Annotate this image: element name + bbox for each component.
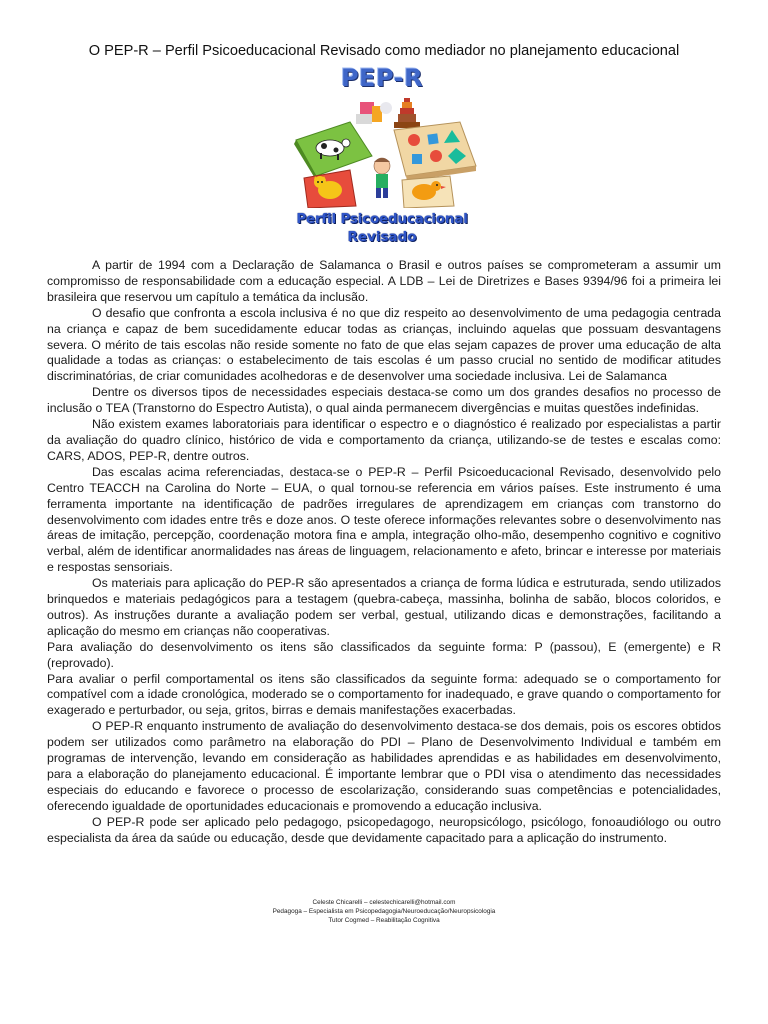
logo-heading: PEP-R [340,64,424,92]
body-paragraph: Os materiais para aplicação do PEP-R são apresentados a criança de forma lúdica e estruturada, sendo utilizados brinquedos e materiais pedagógicos para a testagem (quebra-cabeça, massinha, bolinha de sabão, blocos coloridos, e outros). As instruções durante a avaliação podem ser verbal, gestual, utilizando dicas e demonstrações, facilitando a aplicação do mesmo em crianças não cooperativas. [47,576,721,638]
body-paragraph: O PEP-R pode ser aplicado pelo pedagogo, psicopedagogo, neuropsicólogo, psicólogo, fonoaudiólogo ou outro especialista da área da saúde ou educação, desde que devidamente capacitado para a aplicação do instrumento. [47,814,721,845]
body-paragraph: O desafio que confronta a escola inclusiva é no que diz respeito ao desenvolvimento de uma pedagogia centrada na criança e capaz de bem sucedidamente educar todas as crianças, incluindo aquelas que possuam desvantagens severa. O mérito de tais escolas não reside somente no fato de que elas sejam capazes de prover uma educação de alta qualidade a todas as crianças: o estabelecimento de tais escolas é um passo crucial no sentido de modificar atitudes discriminatórias, de criar comunidades acolhedoras e de desenvolver uma sociedade inclusiva. Lei de Salamanca [47,305,721,384]
logo-caption-line1: Perfil Psicoeducacional [296,211,468,227]
animal-puzzle-board-icon [294,122,372,180]
logo-caption-line2: Revisado [347,229,417,245]
body-paragraph: A partir de 1994 com a Declaração de Salamanca o Brasil e outros países se comprometeram a assumir um compromisso de responsabilidade com a educação especial. A LDB – Lei de Diretrizes e Bases 9394/96 foi a primeira lei brasileira que reservou um capítulo a temática da inclusão. [47,258,721,304]
document-title: O PEP-R – Perfil Psicoeducacional Revisado como mediador no planejamento educacional [88,43,680,59]
body-paragraph: Para avaliação do desenvolvimento os itens são classificados da seguinte forma: P (passou), E (emergente) e R (reprovado). [47,639,721,670]
body-paragraph: Não existem exames laboratoriais para identificar o espectro e o diagnóstico é realizado por especialistas a partir da avaliação do quadro clínico, histórico de vida e comportamento da criança, utilizando-se de testes e escalas como: CARS, ADOS, PEP-R, dentre outros. [47,417,721,463]
body-paragraph: O PEP-R enquanto instrumento de avaliação do desenvolvimento destaca-se dos demais, pois os escores obtidos podem ser utilizados como parâmetro na elaboração do PDI – Plano de Desenvolvimento Individual e também em programas de intervenção, levando em consideração as habilidades aprendidas e as habilidades em desenvolvimento, para a elaboração do planejamento educacional. É importante lembrar que o PDI visa o atendimento das necessidades especiais do educando e favorece o processo de escolarização, considerando suas competências e potencialidades, oferecendo igualdade de oportunidades educacionais e promovendo a educação inclusiva. [47,719,721,813]
body-paragraph: Das escalas acima referenciadas, destaca-se o PEP-R – Perfil Psicoeducacional Revisado, desenvolvido pelo Centro TEACCH na Carolina do Norte – EUA, o qual tornou-se referencia em vários países. Este instrumento é uma ferramenta importante na identificação de padrões irregulares de aprendizagem em crianças com transtorno do desenvolvimento com idades entre três e doze anos. O teste oferece informações relevantes sobre o desenvolvimento nas áreas de imitação, percepção, coordenação motora fina e ampla, integração olho-mão, desempenho cognitivo e cognitivo verbal, além de identificar anormalidades nas áreas de linguagem, relacionamento e afeto, brincar e interesse por materiais e respostas sensoriais. [47,464,721,575]
shapes-puzzle-board-icon [394,122,476,181]
cat-puzzle-board-icon [304,170,356,208]
body-paragraph: Para avaliar o perfil comportamental os itens são classificados da seguinte forma: adequado se o comportamento for compatível com a idade cronológica, moderado se o comportamento for inadequado, e grave quando o comportamento for exagerado e perturbador, ou seja, gritos, birras e demais manifestações exacerbadas. [47,671,721,718]
educational-toys-illustration [290,96,478,208]
footer-author-role: Tutor Cogmed – Reabilitação Cognitiva [328,917,440,925]
footer-author-title: Pedagoga – Especialista em Psicopedagogia/Neuroeducação/Neuropsicologia [272,908,496,916]
body-paragraph: Dentre os diversos tipos de necessidades especiais destaca-se como um dos grandes desafios no processo de inclusão o TEA (Transtorno do Espectro Autista), o qual ainda permanecem divergências e muitas questões indefinidas. [47,385,721,416]
bird-puzzle-board-icon [402,176,454,208]
pep-r-logo [282,62,482,252]
toy-blocks-icon [356,102,392,124]
child-figure-icon [374,158,390,198]
document-body [47,258,721,847]
footer-author-contact: Celeste Chicarelli – celestechicarelli@hotmail.com [312,899,456,906]
stacking-tower-icon [394,98,420,128]
author-footer [0,898,768,926]
